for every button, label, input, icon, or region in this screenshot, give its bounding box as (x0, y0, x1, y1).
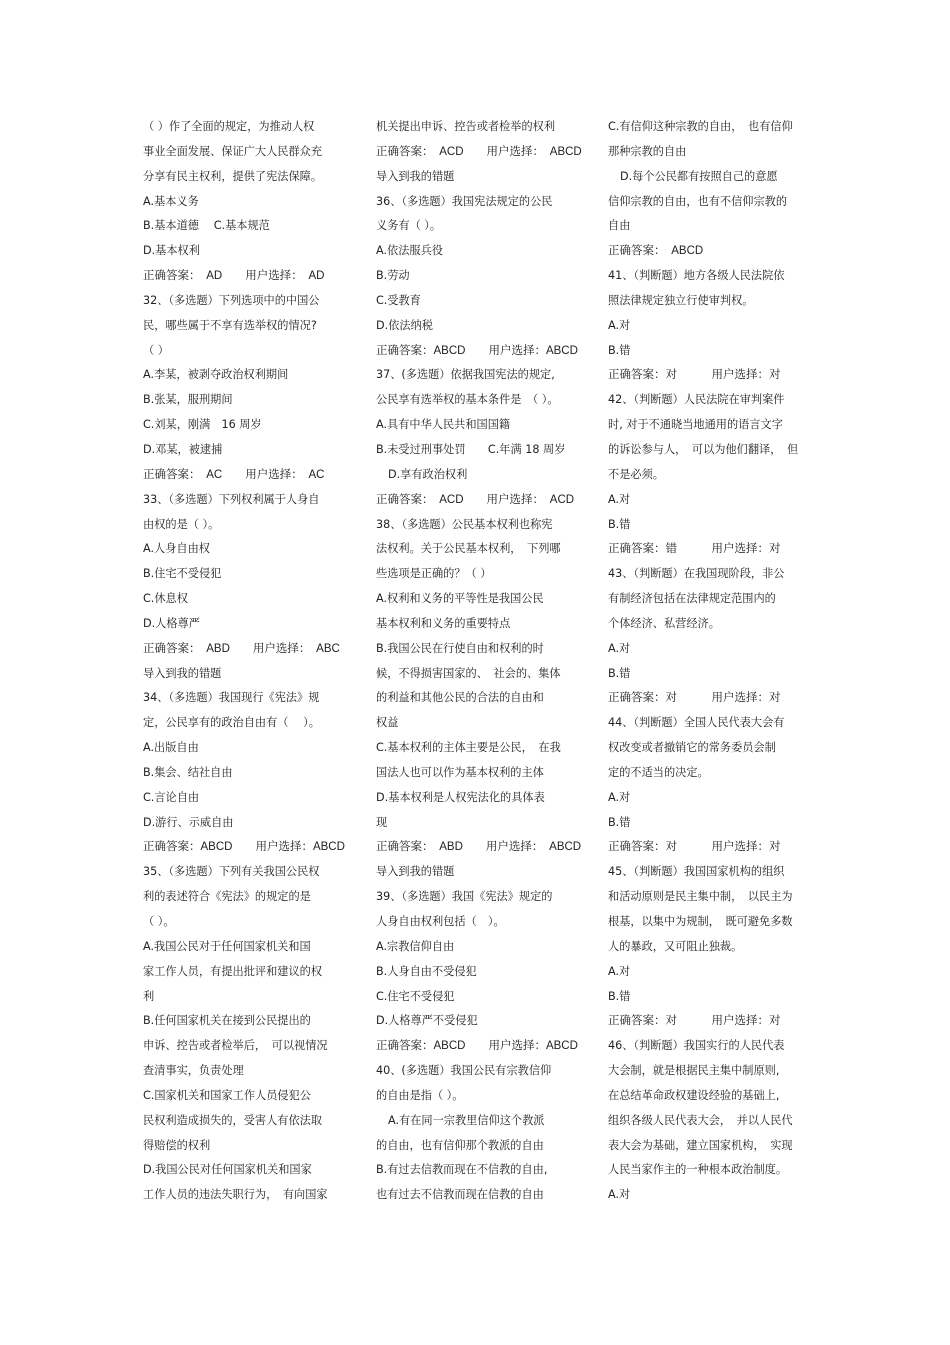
text-line: A.对 (608, 641, 631, 655)
text-line: D.我国公民对任何国家机关和国家 (143, 1163, 312, 1177)
text-line: 43、（判断题）在我国现阶段，非公 (608, 567, 785, 581)
text-line: B.错 (608, 989, 631, 1003)
text-line: 也有过去不信教而现在信教的自由 (376, 1188, 544, 1202)
text-line: B.住宅不受侵犯 (143, 567, 222, 581)
text-line: 义务有（ ）。 (376, 219, 442, 233)
text-line: 权改变或者撤销它的常务委员会制 (608, 741, 776, 755)
text-line: 在总结革命政权建设经验的基础上, (608, 1088, 780, 1102)
text-line: B.任何国家机关在接到公民提出的 (143, 1014, 311, 1028)
column-middle (376, 115, 586, 1208)
text-line: C.休息权 (143, 592, 188, 606)
answer-line: 正确答案： ABCD (608, 245, 704, 258)
text-line: 候，不得损害国家的、 社会的、集体 (376, 666, 561, 680)
text-line: 的自由，也有信仰那个教派的自由 (376, 1138, 544, 1152)
text-line: B.我国公民在行使自由和权利的时 (376, 641, 544, 655)
text-line: 44、（判断题）全国人民代表大会有 (608, 716, 785, 730)
text-line: 37、(多选题）依据我国宪法的规定, (376, 368, 555, 382)
text-line: 法权利。关于公民基本权利， 下列哪 (376, 542, 561, 556)
text-line: B.集会、结社自由 (143, 765, 233, 779)
text-line: C.住宅不受侵犯 (376, 989, 455, 1003)
text-line: 38、（多选题）公民基本权利也称宪 (376, 517, 553, 531)
text-line: D.基本权利是人权宪法化的具体表 (376, 790, 545, 804)
text-line: D.人格尊严不受侵犯 (376, 1014, 478, 1028)
answer-line: 正确答案： AC 用户选择： AC (143, 468, 325, 481)
answer-line: 正确答案： ABD 用户选择： ABC (143, 642, 340, 655)
text-line: D.基本权利 (143, 244, 200, 258)
text-line: （ ）作了全面的规定，为推动人权 (143, 120, 315, 133)
text-line: 表大会为基础，建立国家机构， 实现 (608, 1138, 793, 1152)
text-line: 35、（多选题）下列有关我国公民权 (143, 865, 320, 879)
text-line: A.我国公民对于任何国家机关和国 (143, 939, 311, 953)
text-line: （ ） (143, 343, 169, 357)
text-line: 和活动原则是民主集中制， 以民主为 (608, 890, 793, 904)
answer-line: 正确答案：对 用户选择：对 (608, 841, 781, 854)
text-line: 36、（多选题）我国宪法规定的公民 (376, 194, 553, 208)
text-line: 家工作人员，有提出批评和建议的权 (143, 964, 323, 978)
text-line: 信仰宗教的自由，也有不信仰宗教的 (608, 194, 788, 208)
text-line: 人的暴政，又可阻止独裁。 (608, 939, 743, 953)
answer-line: 正确答案： ACD 用户选择： ABCD (376, 145, 582, 158)
column-left (143, 115, 353, 1208)
text-line: 权益 (376, 716, 399, 730)
text-line: B.错 (608, 815, 631, 829)
text-line: B.基本道德 C.基本规范 (143, 219, 270, 233)
text-line: B.劳动 (376, 269, 410, 283)
text-line: 事业全面发展、保证广大人民群众充 (143, 144, 323, 158)
text-line: 利 (143, 989, 155, 1003)
answer-line: 正确答案： ACD 用户选择： ACD (376, 493, 575, 506)
text-line: 根基，以集中为规制， 既可避免多数 (608, 915, 793, 928)
text-line: 的自由是指（ ）。 (376, 1088, 464, 1102)
text-line: 42、（判断题）人民法院在审判案件 (608, 393, 785, 407)
text-line: 时, 对于不通晓当地通用的语言文字 (608, 418, 783, 432)
text-line: 40、(多选题）我国公民有宗教信仰 (376, 1064, 552, 1078)
text-line: 定，公民享有的政治自由有（ ）。 (143, 716, 320, 730)
text-line: C.言论自由 (143, 790, 200, 804)
text-line: 查清事实，负责处理 (143, 1064, 244, 1078)
answer-line: 正确答案：错 用户选择：对 (608, 543, 781, 556)
text-line: 工作人员的违法失职行为， 有向国家 (143, 1188, 328, 1202)
text-line: 机关提出申诉、控告或者检举的权利 (376, 120, 556, 133)
text-line: 45、（判断题）我国国家机构的组织 (608, 865, 785, 879)
text-line: C.基本权利的主体主要是公民， 在我 (376, 741, 561, 755)
text-line: A.具有中华人民共和国国籍 (376, 418, 511, 432)
text-line: B.未受过刑事处罚 C.年满 18 周岁 (376, 442, 566, 456)
text-line: C.有信仰这种宗教的自由， 也有信仰 (608, 120, 793, 133)
text-line: C.国家机关和国家工作人员侵犯公 (143, 1088, 311, 1102)
text-line: A.对 (608, 492, 631, 506)
text-line: A.人身自由权 (143, 542, 210, 556)
answer-line: 正确答案：对 用户选择：对 (608, 692, 781, 705)
text-line: C.受教育 (376, 293, 421, 307)
answer-line: 正确答案：ABCD 用户选择：ABCD (376, 1040, 578, 1053)
text-line: A.基本义务 (143, 194, 199, 208)
text-line: 的诉讼参与人， 可以为他们翻译， 但 (608, 442, 799, 456)
text-line: B.有过去信教而现在不信教的自由, (376, 1163, 548, 1177)
text-line: 的利益和其他公民的合法的自由和 (376, 691, 544, 705)
text-line: B.错 (608, 517, 631, 531)
text-line: B.错 (608, 666, 631, 680)
answer-line: 正确答案： AD 用户选择： AD (143, 270, 325, 283)
text-line: 由权的是（ ）。 (143, 517, 220, 531)
text-line: D.享有政治权利 (388, 467, 468, 481)
text-line: A.宗教信仰自由 (376, 939, 455, 953)
text-line: D.游行、示威自由 (143, 815, 234, 829)
text-line: 分享有民主权利，提供了宪法保障。 (143, 169, 323, 183)
text-line: 大会制，就是根据民主集中制原则, (608, 1064, 780, 1078)
text-line: 32、（多选题）下列选项中的中国公 (143, 293, 320, 307)
text-line: 得赔偿的权利 (143, 1138, 211, 1152)
text-line: C.刘某，刚满 16 周岁 (143, 418, 262, 432)
text-line: A.对 (608, 790, 631, 804)
text-line: A.有在同一宗教里信仰这个教派 (388, 1113, 545, 1127)
text-line: 基本权利和义务的重要特点 (376, 616, 511, 630)
text-line: 人民当家作主的一种根本政治制度。 (608, 1163, 788, 1177)
text-line: （ ）。 (143, 915, 175, 928)
text-line: 人身自由权利包括（ ）。 (376, 915, 505, 928)
text-line: 民权利造成损失的，受害人有依法取 (143, 1113, 323, 1127)
text-line: 照法律规定独立行使审判权。 (608, 293, 754, 307)
text-line: 国法人也可以作为基本权利的主体 (376, 765, 544, 779)
text-line: A.出版自由 (143, 741, 199, 755)
text-line: 组织各级人民代表大会， 并以人民代 (608, 1113, 793, 1127)
text-line: B.错 (608, 343, 631, 357)
text-line: 个体经济、私营经济。 (608, 616, 720, 630)
text-line[interactable]: 导入到我的错题 (143, 666, 222, 680)
text-line[interactable]: 导入到我的错题 (376, 169, 455, 183)
text-line[interactable]: 导入到我的错题 (376, 865, 455, 879)
text-line: 不是必须。 (608, 467, 664, 481)
text-line: A.李某，被剥夺政治权利期间 (143, 368, 289, 382)
text-line: 申诉、控告或者检举后， 可以视情况 (143, 1039, 328, 1053)
text-line: B.张某，服刑期间 (143, 393, 233, 407)
answer-line: 正确答案：对 用户选择：对 (608, 369, 781, 382)
text-line: 39、（多选题）我国《宪法》规定的 (376, 890, 553, 904)
text-line: 些选项是正确的？（ ） (376, 567, 492, 581)
text-line: 33、（多选题）下列权利属于人身自 (143, 492, 320, 506)
text-line: A.对 (608, 964, 631, 978)
text-line: 现 (376, 815, 388, 829)
text-line: 41、（判断题）地方各级人民法院依 (608, 269, 785, 283)
text-line: 民，哪些属于不享有选举权的情况? (143, 318, 317, 332)
text-line: 46、（判断题）我国实行的人民代表 (608, 1039, 785, 1053)
text-line: 有制经济包括在法律规定范围内的 (608, 592, 776, 606)
answer-line: 正确答案：ABCD 用户选择：ABCD (376, 344, 578, 357)
text-line: D.依法纳税 (376, 318, 433, 332)
text-line: A.权利和义务的平等性是我国公民 (376, 592, 544, 606)
answer-line: 正确答案：对 用户选择：对 (608, 1015, 781, 1028)
text-line: A.对 (608, 318, 631, 332)
text-line: A.对 (608, 1188, 631, 1202)
answer-line: 正确答案：ABCD 用户选择：ABCD (143, 841, 345, 854)
text-line: A.依法服兵役 (376, 244, 443, 258)
text-line: 自由 (608, 219, 631, 233)
text-line: D.每个公民都有按照自己的意愿 (620, 169, 778, 183)
column-right (608, 115, 818, 1208)
text-line: 公民享有选举权的基本条件是 （ ）。 (376, 393, 559, 407)
text-line: B.人身自由不受侵犯 (376, 964, 477, 978)
text-line: D.人格尊严 (143, 616, 200, 630)
text-line: D.邓某，被逮捕 (143, 442, 223, 456)
text-line: 34、（多选题）我国现行《宪法》规 (143, 691, 320, 705)
text-line: 定的不适当的决定。 (608, 765, 709, 779)
text-line: 那种宗教的自由 (608, 144, 687, 158)
text-line: 利的表述符合《宪法》的规定的是 (143, 890, 311, 904)
answer-line: 正确答案： ABD 用户选择： ABCD (376, 841, 582, 854)
